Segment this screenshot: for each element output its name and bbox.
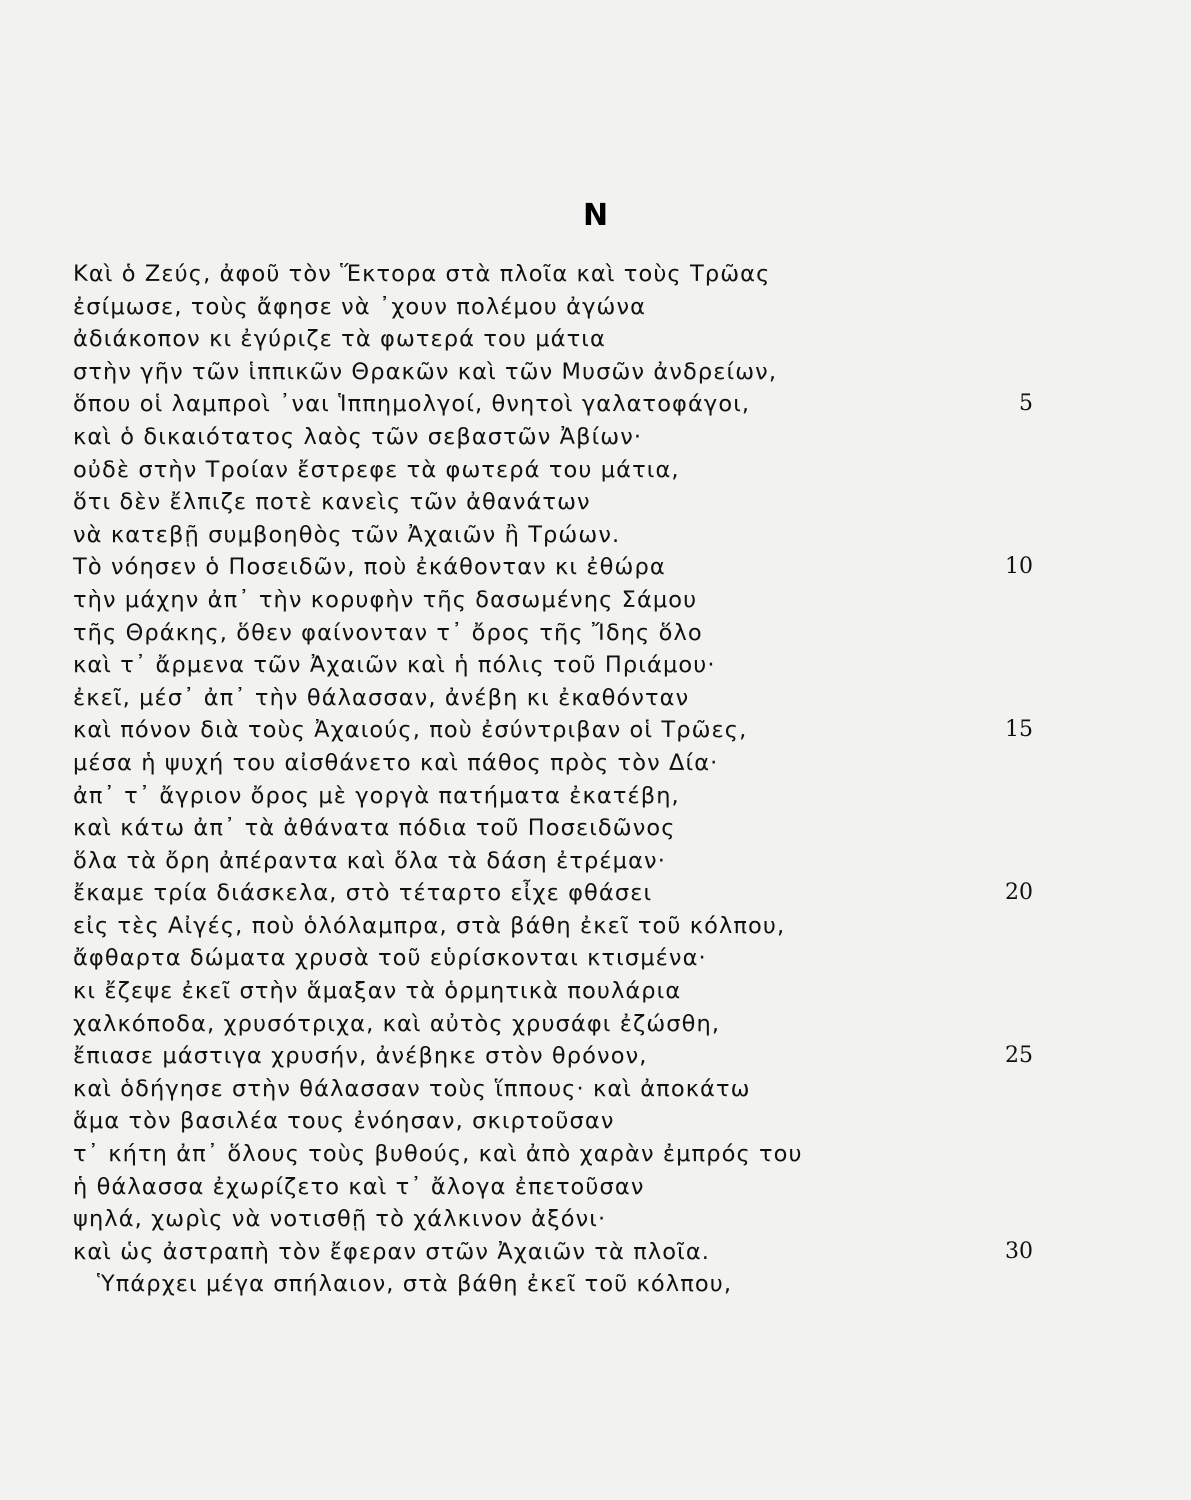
poem-line [73, 910, 1033, 943]
poem-line-text: εἰς τὲς Αἰγές, ποὺ ὁλόλαμπρα, στὰ βάθη ἐκεῖ τοῦ κόλπου, [73, 912, 786, 939]
poem-line-text: τ᾽ κήτη ἀπ᾽ ὅλους τοὺς βυθούς, καὶ ἀπὸ χαρὰν ἐμπρός του [73, 1141, 803, 1168]
poem-line-text: μέσα ἡ ψυχή του αἰσθάνετο καὶ πάθος πρὸς τὸν Δία· [73, 749, 719, 776]
poem-line-text: Ὑπάρχει μέγα σπήλαιον, στὰ βάθη ἐκεῖ τοῦ κόλπου, [97, 1271, 733, 1298]
poem-line [73, 258, 1033, 291]
poem-line-text: ὅτι δὲν ἔλπιζε ποτὲ κανεὶς τῶν ἀθανάτων [73, 489, 591, 516]
line-number: 30 [1005, 1238, 1033, 1264]
poem-line [73, 1171, 1033, 1204]
poem-line [73, 682, 1033, 715]
poem-line [73, 1268, 1033, 1301]
poem-line-text: καὶ ὁ δικαιότατος λαὸς τῶν σεβαστῶν Ἀβίων· [73, 423, 643, 450]
poem-text [73, 258, 1033, 1301]
poem-line [73, 780, 1033, 813]
poem-line [73, 812, 1033, 845]
poem-line [73, 486, 1033, 519]
poem-line-text: στὴν γῆν τῶν ἱππικῶν Θρακῶν καὶ τῶν Μυσῶν ἀνδρείων, [73, 358, 778, 385]
line-number: 20 [1005, 880, 1033, 906]
poem-line-text: κι ἔζεψε ἐκεῖ στὴν ἅμαξαν τὰ ὁρμητικὰ πουλάρια [73, 978, 682, 1005]
poem-line [73, 1040, 1033, 1073]
poem-line-text: καὶ ὡς ἀστραπὴ τὸν ἔφεραν στῶν Ἀχαιῶν τὰ πλοῖα. [73, 1238, 711, 1265]
poem-line-text: τὴν μάχην ἀπ᾽ τὴν κορυφὴν τῆς δασωμένης Σάμου [73, 586, 698, 613]
poem-line-text: ἀπ᾽ τ᾽ ἄγριον ὄρος μὲ γοργὰ πατήματα ἐκατέβη, [73, 782, 680, 809]
poem-line-text: ἄφθαρτα δώματα χρυσὰ τοῦ εὑρίσκονται κτισμένα· [73, 945, 707, 972]
poem-line [73, 551, 1033, 584]
poem-line-text: καὶ ὁδήγησε στὴν θάλασσαν τοὺς ἵππους· καὶ ἀποκάτω [73, 1075, 751, 1102]
poem-line-text: νὰ κατεβῇ συμβοηθὸς τῶν Ἀχαιῶν ἢ Τρώων. [73, 521, 621, 548]
poem-line [73, 1236, 1033, 1269]
poem-line [73, 942, 1033, 975]
line-number: 10 [1005, 554, 1033, 580]
poem-line-text: Τὸ νόησεν ὁ Ποσειδῶν, ποὺ ἐκάθονταν κι ἐθώρα [73, 554, 666, 581]
poem-line-text: τῆς Θράκης, ὅθεν φαίνονταν τ᾽ ὄρος τῆς Ἴδης ὅλο [73, 619, 703, 646]
poem-line [73, 1203, 1033, 1236]
line-number: 15 [1005, 717, 1033, 743]
poem-line [73, 747, 1033, 780]
poem-line-text: ἔπιασε μάστιγα χρυσήν, ἀνέβηκε στὸν θρόνον, [73, 1043, 648, 1070]
poem-line [73, 454, 1033, 487]
poem-line [73, 519, 1033, 552]
book-letter-heading: Ν [582, 198, 609, 233]
poem-line [73, 356, 1033, 389]
poem-line-text: ἐσίμωσε, τοὺς ἄφησε νὰ ᾽χουν πολέμου ἀγώνα [73, 293, 647, 320]
poem-line [73, 1073, 1033, 1106]
poem-line-text: Καὶ ὁ Ζεύς, ἀφοῦ τὸν Ἕκτορα στὰ πλοῖα καὶ τοὺς Τρῶας [73, 261, 771, 287]
poem-line-text: καὶ πόνον διὰ τοὺς Ἀχαιούς, ποὺ ἐσύντριβαν οἱ Τρῶες, [73, 717, 748, 744]
poem-line-text: καὶ τ᾽ ἄρμενα τῶν Ἀχαιῶν καὶ ἡ πόλις τοῦ Πριάμου· [73, 652, 716, 679]
poem-line-text: ὅπου οἱ λαμπροὶ ᾽ναι Ἱππημολγοί, θνητοὶ γαλατοφάγοι, [73, 391, 751, 418]
poem-line-text: χαλκόποδα, χρυσότριχα, καὶ αὐτὸς χρυσάφι ἐζώσθη, [73, 1010, 721, 1037]
poem-line [73, 584, 1033, 617]
line-number: 25 [1005, 1043, 1033, 1069]
poem-line-text: ἡ θάλασσα ἐχωρίζετο καὶ τ᾽ ἄλογα ἐπετοῦσαν [73, 1173, 645, 1200]
poem-line-text: οὐδὲ στὴν Τροίαν ἔστρεφε τὰ φωτερά του μάτια, [73, 456, 680, 483]
poem-line [73, 845, 1033, 878]
poem-line [73, 421, 1033, 454]
poem-line [73, 649, 1033, 682]
poem-line [73, 1008, 1033, 1041]
poem-line-text: ἅμα τὸν βασιλέα τους ἐνόησαν, σκιρτοῦσαν [73, 1108, 615, 1135]
poem-line [73, 617, 1033, 650]
poem-line-text: ὅλα τὰ ὄρη ἀπέραντα καὶ ὅλα τὰ δάση ἐτρέμαν· [73, 847, 666, 874]
poem-line-text: ἔκαμε τρία διάσκελα, στὸ τέταρτο εἶχε φθάσει [73, 880, 653, 907]
poem-line-text: ἐκεῖ, μέσ᾽ ἀπ᾽ τὴν θάλασσαν, ἀνέβη κι ἐκαθόνταν [73, 684, 690, 711]
poem-line [73, 1138, 1033, 1171]
poem-line [73, 714, 1033, 747]
poem-line [73, 291, 1033, 324]
poem-line [73, 323, 1033, 356]
poem-line [73, 975, 1033, 1008]
poem-line-text: ἀδιάκοπον κι ἐγύριζε τὰ φωτερά του μάτια [73, 326, 606, 353]
poem-line [73, 877, 1033, 910]
poem-line-text: ψηλά, χωρὶς νὰ νοτισθῇ τὸ χάλκινον ἀξόνι· [73, 1206, 607, 1233]
poem-line-text: καὶ κάτω ἀπ᾽ τὰ ἀθάνατα πόδια τοῦ Ποσειδῶνος [73, 815, 676, 842]
line-number: 5 [1019, 391, 1033, 417]
poem-line [73, 388, 1033, 421]
poem-line [73, 1105, 1033, 1138]
